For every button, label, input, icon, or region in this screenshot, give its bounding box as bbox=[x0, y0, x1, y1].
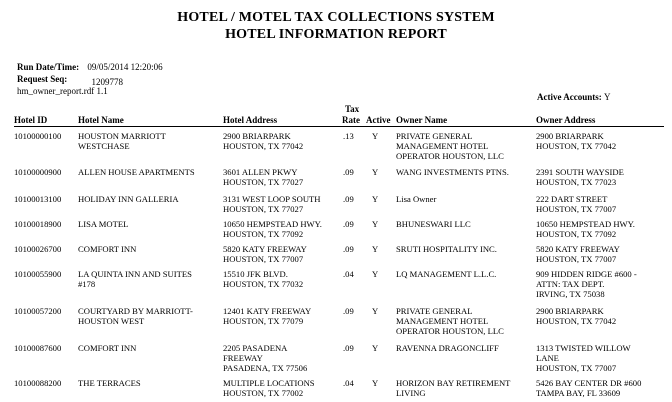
active-accounts-value: Y bbox=[604, 92, 611, 102]
tax-rate: .09 bbox=[343, 219, 354, 229]
hotel-name: COMFORT INN bbox=[78, 244, 137, 254]
owner-address: 222 DART STREET HOUSTON, TX 77007 bbox=[536, 194, 617, 214]
request-seq bbox=[17, 74, 124, 87]
hotel-name: COURTYARD BY MARRIOTT- HOUSTON WEST bbox=[78, 306, 193, 326]
header-owner-name: Owner Name bbox=[396, 115, 448, 125]
tax-rate: .13 bbox=[343, 131, 354, 141]
owner-name: LQ MANAGEMENT L.L.C. bbox=[396, 269, 497, 279]
run-date-label: Run Date/Time: bbox=[17, 62, 80, 72]
hotel-id: 10100013100 bbox=[14, 194, 62, 204]
hotel-address: 5820 KATY FREEWAY HOUSTON, TX 77007 bbox=[223, 244, 307, 264]
hotel-name: LA QUINTA INN AND SUITES #178 bbox=[78, 269, 192, 289]
hotel-address: 3601 ALLEN PKWY HOUSTON, TX 77027 bbox=[223, 167, 304, 187]
active-flag: Y bbox=[372, 167, 379, 177]
owner-address: 2900 BRIARPARK HOUSTON, TX 77042 bbox=[536, 306, 617, 326]
tax-rate: .09 bbox=[343, 306, 354, 316]
hotel-id: 10100057200 bbox=[14, 306, 62, 316]
owner-name: Lisa Owner bbox=[396, 194, 437, 204]
tax-rate: .09 bbox=[343, 167, 354, 177]
owner-name: RAVENNA DRAGONCLIFF bbox=[396, 343, 499, 353]
active-accounts-label: Active Accounts: bbox=[537, 92, 602, 102]
tax-rate: .09 bbox=[343, 194, 354, 204]
active-flag: Y bbox=[372, 131, 379, 141]
owner-name: BHUNESWARI LLC bbox=[396, 219, 471, 229]
owner-name: HORIZON BAY RETIREMENT LIVING bbox=[396, 378, 511, 398]
owner-address: 2391 SOUTH WAYSIDE HOUSTON, TX 77023 bbox=[536, 167, 624, 187]
active-flag: Y bbox=[372, 219, 379, 229]
report-title: HOTEL / MOTEL TAX COLLECTIONS SYSTEM bbox=[177, 10, 495, 25]
owner-address: 1313 TWISTED WILLOW LANE HOUSTON, TX 77007 bbox=[536, 343, 631, 373]
request-seq-label: Request Seq: bbox=[17, 74, 68, 84]
hotel-address: 10650 HEMPSTEAD HWY. HOUSTON, TX 77092 bbox=[223, 219, 322, 239]
owner-address: 909 HIDDEN RIDGE #600 - ATTN: TAX DEPT. IRVING, TX 75038 bbox=[536, 269, 637, 299]
run-date-value: 09/05/2014 12:20:06 bbox=[87, 62, 163, 72]
active-flag: Y bbox=[372, 194, 379, 204]
active-flag: Y bbox=[372, 244, 379, 254]
header-rate: Rate bbox=[342, 115, 360, 125]
report-file-name: hm_owner_report.rdf 1.1 bbox=[17, 86, 108, 96]
tax-rate: .09 bbox=[343, 244, 354, 254]
owner-address: 10650 HEMPSTEAD HWY. HOUSTON, TX 77092 bbox=[536, 219, 635, 239]
header-hotel-address: Hotel Address bbox=[223, 115, 278, 125]
run-date-time bbox=[17, 62, 163, 72]
active-flag: Y bbox=[372, 306, 379, 316]
hotel-id: 10100026700 bbox=[14, 244, 62, 254]
hotel-address: 2205 PASADENA FREEWAY PASADENA, TX 77506 bbox=[223, 343, 308, 373]
report-subtitle: HOTEL INFORMATION REPORT bbox=[225, 27, 447, 42]
hotel-address: 2900 BRIARPARK HOUSTON, TX 77042 bbox=[223, 131, 304, 151]
owner-name: PRIVATE GENERAL MANAGEMENT HOTEL OPERATOR HOUSTON, LLC bbox=[396, 131, 504, 161]
hotel-name: LISA MOTEL bbox=[78, 219, 129, 229]
request-seq-value: 1209778 bbox=[91, 77, 124, 87]
hotel-id: 10100018900 bbox=[14, 219, 62, 229]
header-hotel-name: Hotel Name bbox=[78, 115, 124, 125]
tax-rate: .04 bbox=[343, 378, 354, 388]
hotel-address: 15510 JFK BLVD. HOUSTON, TX 77032 bbox=[223, 269, 304, 289]
hotel-id: 10100000100 bbox=[14, 131, 62, 141]
hotel-name: ALLEN HOUSE APARTMENTS bbox=[78, 167, 195, 177]
active-flag: Y bbox=[372, 269, 379, 279]
header-hotel-id: Hotel ID bbox=[14, 115, 48, 125]
header-owner-address: Owner Address bbox=[536, 115, 596, 125]
hotel-id: 10100088200 bbox=[14, 378, 62, 388]
hotel-id: 10100000900 bbox=[14, 167, 62, 177]
hotel-name: HOUSTON MARRIOTT WESTCHASE bbox=[78, 131, 166, 151]
owner-name: SRUTI HOSPITALITY INC. bbox=[396, 244, 497, 254]
header-active: Active bbox=[366, 115, 391, 125]
owner-address: 5820 KATY FREEWAY HOUSTON, TX 77007 bbox=[536, 244, 620, 264]
hotel-address: 12401 KATY FREEWAY HOUSTON, TX 77079 bbox=[223, 306, 312, 326]
owner-address: 2900 BRIARPARK HOUSTON, TX 77042 bbox=[536, 131, 617, 151]
hotel-id: 10100055900 bbox=[14, 269, 62, 279]
hotel-name: THE TERRACES bbox=[78, 378, 141, 388]
header-tax: Tax bbox=[345, 104, 360, 114]
hotel-name: COMFORT INN bbox=[78, 343, 137, 353]
tax-rate: .09 bbox=[343, 343, 354, 353]
owner-name: WANG INVESTMENTS PTNS. bbox=[396, 167, 509, 177]
active-flag: Y bbox=[372, 343, 379, 353]
active-accounts bbox=[537, 92, 611, 102]
hotel-id: 10100087600 bbox=[14, 343, 62, 353]
hotel-name: HOLIDAY INN GALLERIA bbox=[78, 194, 179, 204]
owner-name: PRIVATE GENERAL MANAGEMENT HOTEL OPERATOR HOUSTON, LLC bbox=[396, 306, 504, 336]
owner-address: 5426 BAY CENTER DR #600 TAMPA BAY, FL 33609 bbox=[536, 378, 642, 398]
hotel-address: MULTIPLE LOCATIONS HOUSTON, TX 77002 bbox=[223, 378, 315, 398]
tax-rate: .04 bbox=[343, 269, 354, 279]
active-flag: Y bbox=[372, 378, 379, 388]
header-divider bbox=[14, 126, 664, 127]
hotel-address: 3131 WEST LOOP SOUTH HOUSTON, TX 77027 bbox=[223, 194, 321, 214]
